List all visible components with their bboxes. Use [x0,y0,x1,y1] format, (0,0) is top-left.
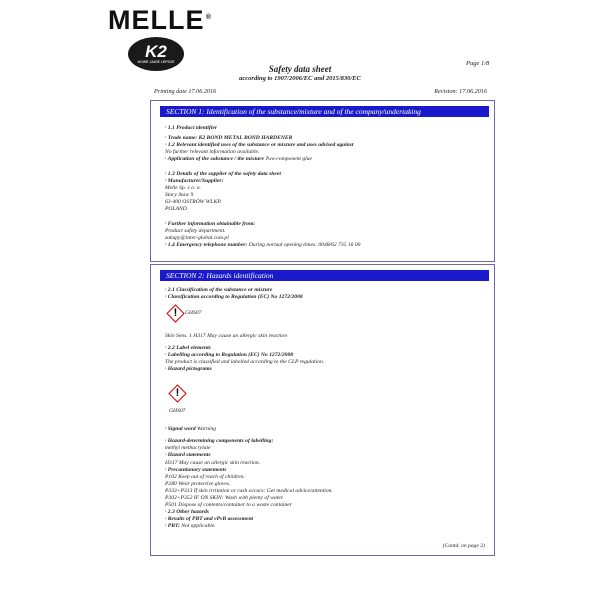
section-1-line: No further relevant information available. [165,149,260,155]
section-1-heading: SECTION 1: Identification of the substance/mixture and of the company/undertaking [160,106,489,117]
section-2-line: · Signal word Warning [165,426,217,432]
section-1-line: Product safety department. [165,228,226,234]
section-2-line: · Labelling according to Regulation (EC) No 1272/2008 [165,352,294,358]
section-2-line: · 2.1 Classification of the substance or mixture [165,287,273,293]
section-2-line: methyl methacrylate [165,445,211,451]
section-1-line: · Trade name: K2 BOND METAL BOND HARDENER [165,135,293,141]
ghs07-exclamation-icon: ! [167,305,184,322]
section-1-line: · 1.4 Emergency telephone number: During normal opening times: 0048/62 735 16 00 [165,242,361,248]
printing-date: Printing date 17.06.2016 [154,88,217,95]
section-2 [150,264,495,556]
section-1-line: Melle Sp. z o. o. [165,185,201,191]
registered-mark: ® [205,14,212,21]
section-2-line: P302+P352 IF ON SKIN: Wash with plenty of water. [165,495,284,501]
section-1 [150,100,495,262]
k2-logo-text: K2 [145,42,167,61]
k2-logo-tagline: NOWE JAKIE LEPSZE [137,60,175,64]
section-2-line: · PBT: Not applicable. [165,523,216,529]
section-1-line: · Application of the substance / the mixture Two-component glue [165,156,312,162]
section-2-line: · Hazard-determining components of labelling: [165,438,274,444]
section-1-line: · Manufacturer/Supplier: [165,178,224,184]
section-2-line: · Results of PBT and vPvB assessment [165,516,254,522]
section-2-line: P102 Keep out of reach of children. [165,474,245,480]
section-2-line: The product is classified and labelled according to the CLP regulation. [165,359,325,365]
section-2-line: P501 Dispose of contents/container to a waste container [165,502,292,508]
melle-logo [108,5,212,35]
section-2-line: GHS07 [169,408,186,414]
section-2-line: · 2.2 Label elements [165,345,211,351]
section-2-line: H317 May cause an allergic skin reaction. [165,460,261,466]
section-2-line: P333+P313 If skin irritation or rash occurs: Get medical advice/attention. [165,488,333,494]
section-1-line: POLAND [165,206,187,212]
section-2-line: · Classification according to Regulation (EC) No 1272/2008 [165,294,303,300]
section-2-line: Skin Sens. 1 H317 May cause an allergic skin reaction [165,333,287,339]
melle-logo-text: MELLE [108,5,205,35]
section-2-line: · Hazard statements [165,452,211,458]
section-1-line: · Further information obtainable from: [165,221,256,227]
document-subtitle: according to 1907/2006/EC and 2015/830/EC [239,75,361,82]
section-2-heading: SECTION 2: Hazards identification [160,270,489,281]
page-number: Page 1/8 [466,60,490,67]
section-1-line: · 1.3 Details of the supplier of the safety data sheet [165,171,281,177]
section-1-line: · 1.2 Relevant identified uses of the substance or mixture and uses advised against [165,142,354,148]
section-1-line: Stary Staw 9 [165,192,194,198]
section-1-line: zakupy@inter-global.com.pl [165,235,229,241]
ghs07-exclamation-icon: ! [169,385,186,402]
section-1-line: 63-400 OSTRÓW WLKP. [165,199,222,205]
section-1-line: · 1.1 Product identifier [165,125,218,131]
section-2-line: · 2.3 Other hazards [165,509,209,515]
revision-date: Revision: 17.06.2016 [434,88,487,95]
continued-note: (Contd. on page 2) [442,543,485,549]
section-2-line: · Hazard pictograms [165,366,212,372]
document-title: Safety data sheet [268,64,332,74]
section-2-line: GHS07 [185,310,202,316]
section-2-line: · Precautionary statements [165,467,227,473]
section-2-line: P280 Wear protective gloves. [165,481,231,487]
